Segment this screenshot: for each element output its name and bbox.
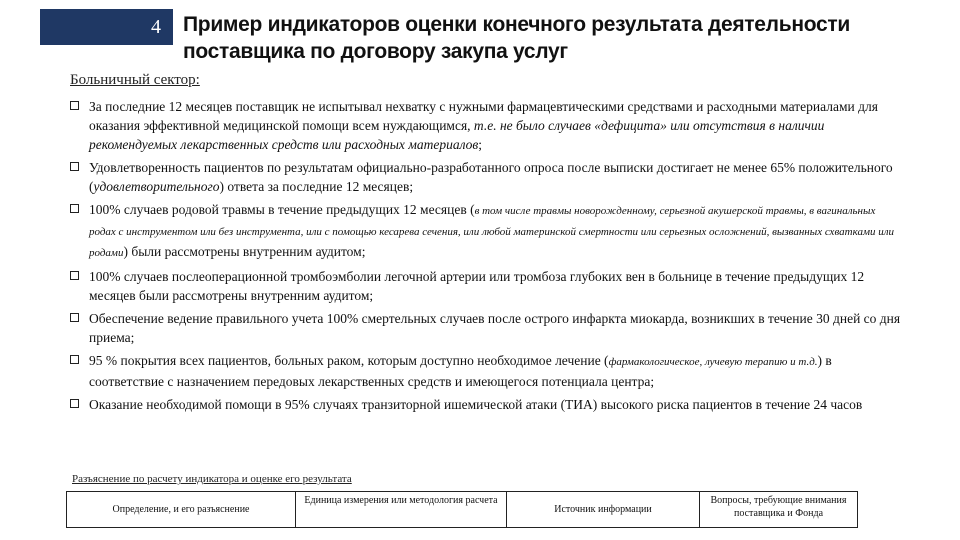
table-header-unit: Единица измерения или методология расчета (296, 492, 507, 528)
checkbox-bullet-icon (70, 204, 79, 213)
slide-title: Пример индикаторов оценки конечного результата деятельности поставщика по договору закупа услуг (183, 13, 850, 63)
item-italic: удовлетворительного (93, 179, 220, 194)
slide-number-box (40, 9, 173, 45)
list-item (70, 395, 902, 414)
checkbox-bullet-icon (70, 271, 79, 280)
table-header-source: Источник информации (507, 492, 700, 528)
item-small-italic: фармакологическое, лучевую терапию и т.д. (608, 356, 818, 368)
item-text: 100% случаев родовой травмы в течение предыдущих 12 месяцев ( (89, 202, 475, 217)
checkbox-bullet-icon (70, 355, 79, 364)
explanation-heading: Разъяснение по расчету индикатора и оценке его результата (72, 473, 352, 485)
checkbox-bullet-icon (70, 313, 79, 322)
list-item (70, 158, 902, 196)
table-header-definition: Определение, и его разъяснение (67, 492, 296, 528)
item-text: Оказание необходимой помощи в 95% случаях транзиторной ишемической атаки (ТИА) высокого риска пациентов в течение 24 часов (89, 397, 863, 412)
checkbox-bullet-icon (70, 101, 79, 110)
item-text: 100% случаев послеоперационной тромбоэмболии легочной артерии или тромбоза глубоких вен в больнице в течение предыдущих 12 месяцев были рассмотрены внутренним аудитом; (89, 269, 865, 303)
item-text: За последние 12 месяцев поставщик не испытывал нехватку с нужными фармацевтическими средствами и расходными материалами для оказания эффективной медицинской помощи всем нуждающимся, (89, 99, 878, 133)
list-item (70, 309, 902, 347)
sector-heading: Больничный сектор: (70, 72, 200, 88)
item-end: ) в соответствие с назначением передовых лекарственных средств и имеющегося потенциала центра; (89, 353, 832, 389)
list-item (70, 97, 902, 154)
list-item (70, 351, 902, 391)
item-text: Обеспечение ведение правильного учета 100% смертельных случаев после острого инфаркта миокарда, возникших в течение 30 дней со дня приема; (89, 311, 901, 345)
item-text: Удовлетворенность пациентов по результатам официально-разработанного опроса после выписки достигает не менее 65% положительного ( (89, 160, 893, 194)
indicator-list (70, 97, 902, 418)
item-end: ) были рассмотрены внутренним аудитом; (123, 244, 366, 259)
table-row (67, 492, 858, 528)
item-italic: т.е. не было случаев «дефицита» или отсутствия в наличии рекомендуемых лекарственных средств или расходных материалов (89, 118, 825, 152)
list-item (70, 267, 902, 305)
item-end: ; (478, 137, 483, 152)
checkbox-bullet-icon (70, 399, 79, 408)
indicator-table (66, 491, 858, 528)
table-header-questions: Вопросы, требующие внимания поставщика и Фонда (700, 492, 858, 528)
list-item (70, 200, 902, 263)
slide-number: 4 (151, 16, 161, 38)
checkbox-bullet-icon (70, 162, 79, 171)
item-text: 95 % покрытия всех пациентов, больных раком, которым доступно необходимое лечение ( (89, 353, 609, 368)
item-end: ) ответа за последние 12 месяцев; (219, 179, 414, 194)
item-small-italic: в том числе травмы новорожденному, серьезной акушерской травмы, в вагинальных родах с инструментом или без инструмента, или с помощью кесарева сечения, или любой материнской смертности или серьезных осложнений, вызванных схватками или родами (89, 205, 895, 259)
